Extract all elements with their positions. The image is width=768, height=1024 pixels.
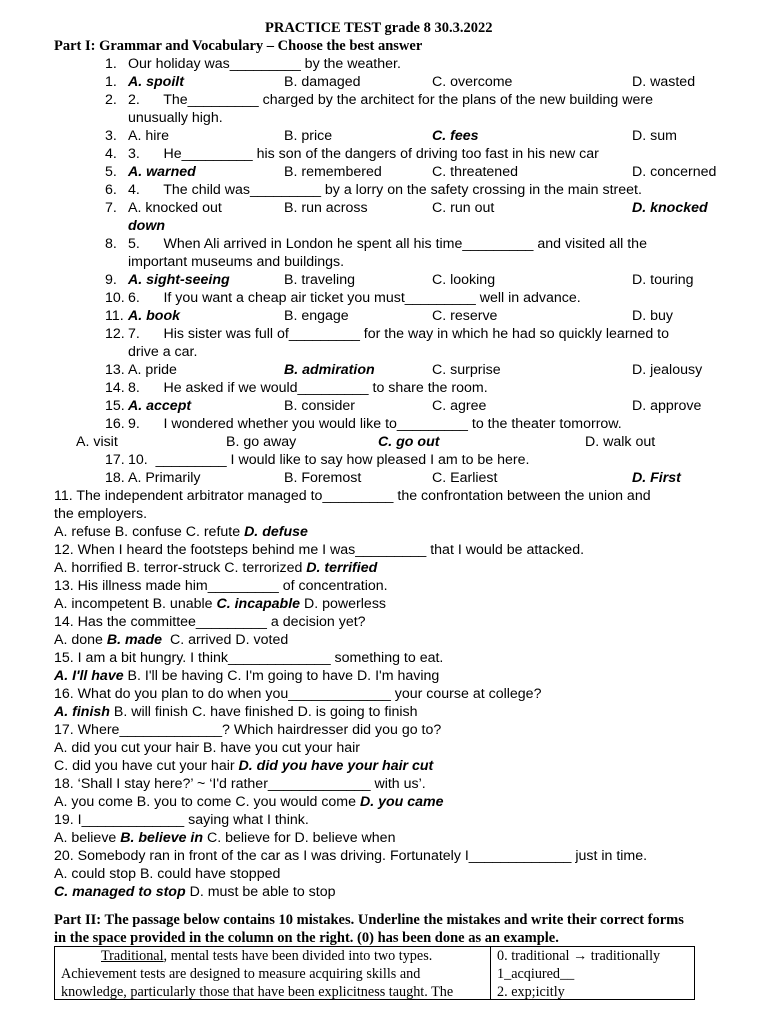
question-text: unusually high. [128, 110, 223, 126]
passage-text: knowledge, particularly those that have been explicitness taught. The [61, 984, 454, 1000]
answer-option: C. surprise [432, 362, 501, 378]
answer-option: C. run out [432, 200, 495, 216]
question-line: 20. Somebody ran in front of the car as I was driving. Fortunately I_____________ just in time. [54, 848, 648, 864]
answer-option: A. book [128, 308, 181, 324]
answer-option: D. wasted [632, 74, 696, 90]
passage-text: , mental tests have been divided into two types. [163, 948, 433, 964]
question-text: 3. He_________ his son of the dangers of driving too fast in his new car [128, 146, 599, 162]
list-number: 16. [105, 416, 125, 432]
answer-option: A. spoilt [128, 74, 184, 90]
answer-option: D. buy [632, 308, 674, 324]
question-text: 8. He asked if we would_________ to share the room. [128, 380, 488, 396]
correct-answer: D. defuse [244, 524, 308, 540]
list-number: 12. [105, 326, 125, 342]
list-number: 13. [105, 362, 125, 378]
answer-text: C. believe for D. believe when [203, 830, 396, 846]
question-text: down [128, 218, 166, 234]
correct-answer: D. did you have your hair cut [238, 758, 434, 774]
correct-answer: B. believe in [120, 830, 204, 846]
question-text: 7. His sister was full of_________ for the way in which he had so quickly learned to [128, 326, 669, 342]
list-number: 10. [105, 290, 125, 306]
answer-text: C. arrived D. voted [162, 632, 289, 648]
table-divider [490, 947, 491, 999]
question-text: Our holiday was_________ by the weather. [128, 56, 401, 72]
question-text: 5. When Ali arrived in London he spent all his time_________ and visited all the [128, 236, 647, 252]
answer-option: A. accept [128, 398, 192, 414]
answer-text: A. horrified B. terror-struck C. terrorized [54, 560, 307, 576]
passage-line [61, 983, 486, 1001]
question-line: 19. I_____________ saying what I think. [54, 812, 309, 828]
answer-option: C. looking [432, 272, 496, 288]
correction-answer: 0. traditional → traditionally [497, 948, 661, 964]
answer-text: B. will finish C. have finished D. is going to finish [109, 704, 418, 720]
answer-text: A. believe [54, 830, 121, 846]
question-line: 16. What do you plan to do when you_____________ your course at college? [54, 686, 542, 702]
answer-option: C. Earliest [432, 470, 498, 486]
page-title: PRACTICE TEST grade 8 30.3.2022 [265, 20, 493, 36]
answer-option: A. visit [76, 434, 118, 450]
answer-text: D. powerless [300, 596, 387, 612]
correct-answer: C. managed to stop [54, 884, 186, 900]
question-line [54, 883, 335, 901]
question-text: important museums and buildings. [128, 254, 345, 270]
list-number: 15. [105, 398, 125, 414]
question-text: 4. The child was_________ by a lorry on the safety crossing in the main street. [128, 182, 642, 198]
answer-option: D. knocked [632, 200, 708, 216]
list-number: 5. [105, 164, 117, 180]
question-line: A. could stop B. could have stopped [54, 866, 281, 882]
answer-text: C. did you have cut your hair [54, 758, 239, 774]
answer-text: A. you come B. you to come C. you would come [54, 794, 360, 810]
answer-option: B. go away [226, 434, 297, 450]
answer-option: B. remembered [284, 164, 382, 180]
correct-answer: C. incapable [216, 596, 301, 612]
question-line: the employers. [54, 506, 148, 522]
answer-option: B. run across [284, 200, 368, 216]
question-line: 15. I am a bit hungry. I think_____________ something to eat. [54, 650, 444, 666]
question-line [54, 595, 386, 613]
answer-text: B. I'll be having C. I'm going to have D. I'm having [123, 668, 440, 684]
list-number: 7. [105, 200, 117, 216]
list-number: 3. [105, 128, 117, 144]
list-number: 8. [105, 236, 117, 252]
answer-text: A. refuse B. confuse C. refute [54, 524, 245, 540]
list-number: 9. [105, 272, 117, 288]
answer-option: D. sum [632, 128, 677, 144]
question-line: 13. His illness made him_________ of concentration. [54, 578, 388, 594]
example-underlined-word: Traditional [101, 948, 164, 964]
answer-option: C. overcome [432, 74, 513, 90]
answer-option: C. fees [432, 128, 479, 144]
list-number: 1. [105, 56, 117, 72]
answer-option: A. pride [128, 362, 177, 378]
answer-option: D. jealousy [632, 362, 703, 378]
question-text: 10. _________ I would like to say how pleased I am to be here. [128, 452, 530, 468]
question-line: 11. The independent arbitrator managed to_________ the confrontation between the union and [54, 488, 651, 504]
answer-option: B. engage [284, 308, 349, 324]
answer-option: D. approve [632, 398, 702, 414]
answer-option: C. agree [432, 398, 487, 414]
answer-option: B. damaged [284, 74, 361, 90]
answer-option: D. touring [632, 272, 694, 288]
answer-option: D. First [632, 470, 681, 486]
list-number: 4. [105, 146, 117, 162]
question-line [54, 829, 395, 847]
question-line [54, 667, 439, 685]
correction-answer: 1_acqiured__ [497, 966, 575, 982]
question-line: 12. When I heard the footsteps behind me I was_________ that I would be attacked. [54, 542, 585, 558]
list-number: 2. [105, 92, 117, 108]
answer-option: A. warned [128, 164, 196, 180]
question-line [54, 631, 288, 649]
question-text: 2. The_________ charged by the architect for the plans of the new building were [128, 92, 654, 108]
answer-text: A. incompetent B. unable [54, 596, 217, 612]
question-line [54, 793, 444, 811]
error-correction-table [54, 946, 695, 1000]
list-number: 14. [105, 380, 125, 396]
correct-answer: A. finish [54, 704, 110, 720]
correct-answer: D. you came [359, 794, 444, 810]
answer-option: A. hire [128, 128, 170, 144]
answer-option: D. walk out [585, 434, 656, 450]
question-text: drive a car. [128, 344, 198, 360]
list-number: 18. [105, 470, 125, 486]
answer-option: C. reserve [432, 308, 498, 324]
question-line: 14. Has the committee_________ a decision yet? [54, 614, 366, 630]
answer-option: D. concerned [632, 164, 717, 180]
question-line [54, 703, 418, 721]
answer-option: C. threatened [432, 164, 518, 180]
correct-answer: A. I'll have [54, 668, 124, 684]
part2-heading-line1: Part II: The passage below contains 10 mistakes. Underline the mistakes and write their correct forms [54, 912, 684, 928]
answer-text: A. done [54, 632, 107, 648]
passage-line [61, 965, 486, 983]
answer-option: B. consider [284, 398, 355, 414]
question-line [54, 757, 433, 775]
correct-answer: B. made [106, 632, 163, 648]
correction-answer: 2. exp;icitly [497, 984, 565, 1000]
question-text: 9. I wondered whether you would like to_________ to the theater tomorrow. [128, 416, 622, 432]
answer-option: A. knocked out [128, 200, 222, 216]
list-number: 6. [105, 182, 117, 198]
question-line: 17. Where_____________? Which hairdresser did you go to? [54, 722, 442, 738]
question-line [54, 559, 377, 577]
answer-text: D. must be able to stop [185, 884, 336, 900]
answer-option: B. Foremost [284, 470, 362, 486]
question-text: 6. If you want a cheap air ticket you must_________ well in advance. [128, 290, 581, 306]
question-line: 18. ‘Shall I stay here?’ ~ ‘I'd rather_____________ with us’. [54, 776, 426, 792]
answer-option: B. traveling [284, 272, 355, 288]
question-line: A. did you cut your hair B. have you cut your hair [54, 740, 360, 756]
list-number: 1. [105, 74, 117, 90]
list-number: 17. [105, 452, 125, 468]
answer-option: A. Primarily [128, 470, 201, 486]
question-line [54, 523, 308, 541]
answer-option: B. admiration [284, 362, 375, 378]
list-number: 11. [105, 308, 124, 324]
passage-line [61, 947, 486, 965]
answer-option: B. price [284, 128, 333, 144]
answer-option: A. sight-seeing [128, 272, 230, 288]
part1-heading: Part I: Grammar and Vocabulary – Choose the best answer [54, 38, 423, 54]
correct-answer: D. terrified [306, 560, 378, 576]
answer-option: C. go out [378, 434, 440, 450]
part2-heading-line2: in the space provided in the column on the right. (0) has been done as an example. [54, 930, 559, 946]
passage-text: Achievement tests are designed to measure acquiring skills and [61, 966, 421, 982]
